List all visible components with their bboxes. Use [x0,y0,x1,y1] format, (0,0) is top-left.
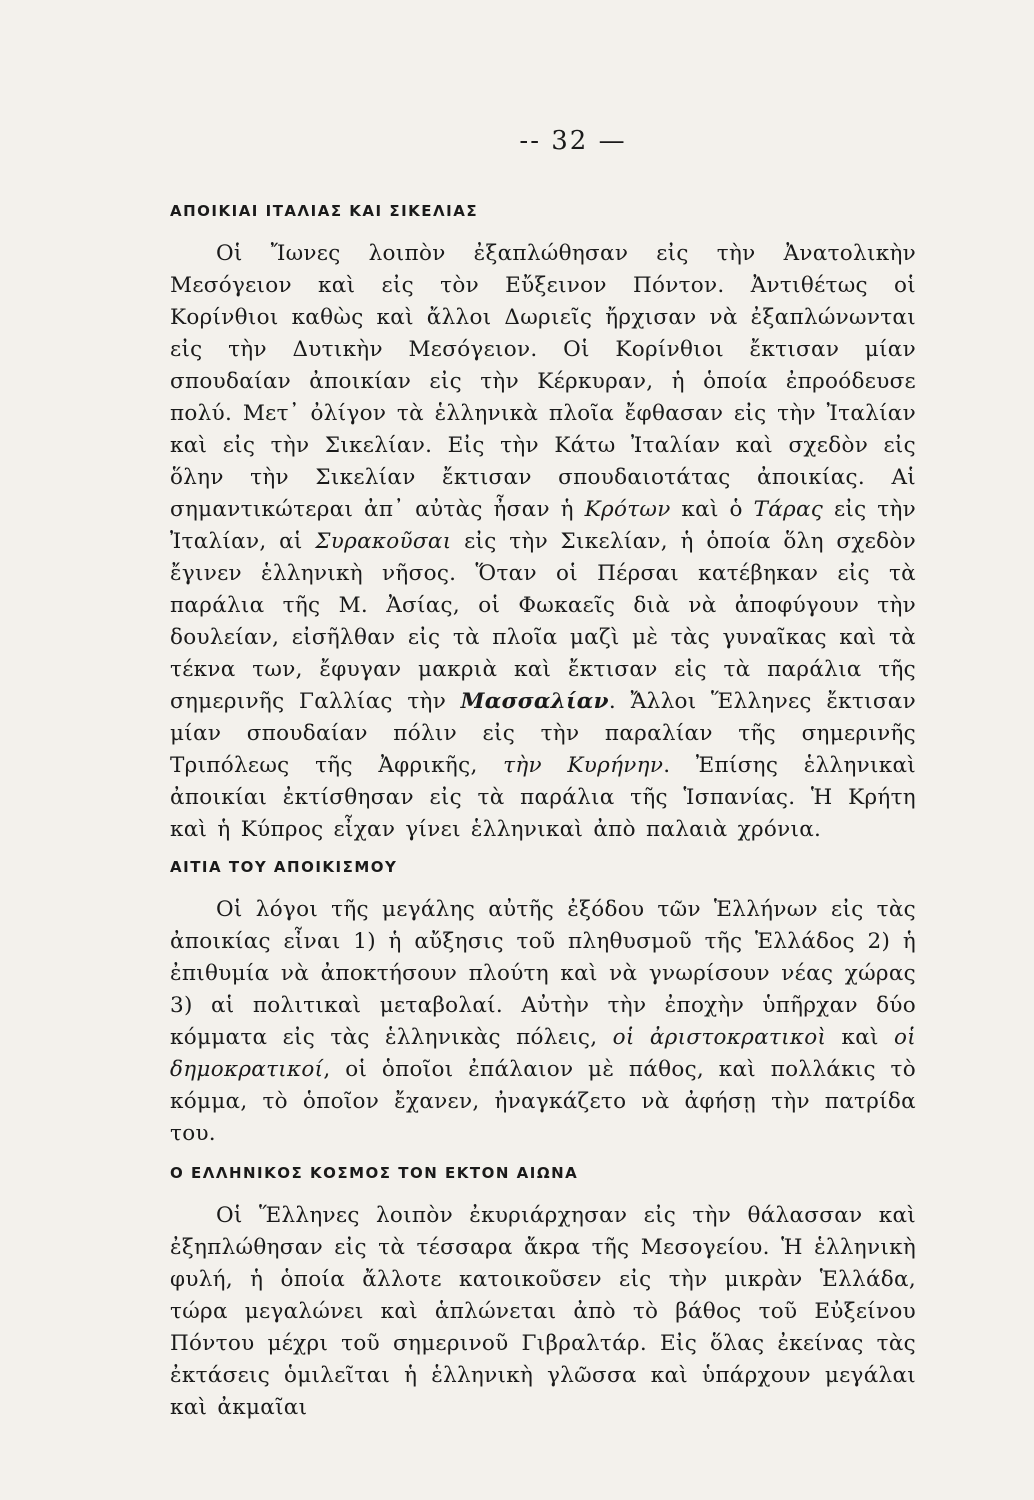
italic-term-taras: Τάρας [753,497,824,522]
italic-term-kyrene: τὴν Κυρήνην [503,753,664,778]
text-run: καὶ [826,1025,895,1050]
italic-term-kroton: Κρότων [584,497,671,522]
paragraph-colonies-italy-sicily [170,238,916,846]
text-run: Οἱ Ἴωνες λοιπὸν ἐξαπλώθησαν εἰς τὴν Ἀνατολικὴν Μεσόγειον καὶ εἰς τὸν Εὔξεινον Πόντον. Ἀντιθέτως οἱ Κορίνθιοι καθὼς καὶ ἄλλοι Δωριεῖς ἤρχισαν νὰ ἐξαπλώνωνται εἰς τὴν Δυτικὴν Μεσόγειον. Οἱ Κορίνθιοι ἔκτισαν μίαν σπουδαίαν ἀποικίαν εἰς τὴν Κέρκυραν, ἡ ὁποία ἐπροόδευσε πολύ. Μετ᾽ ὀλίγον τὰ ἑλληνικὰ πλοῖα ἔφθασαν εἰς τὴν Ἰταλίαν καὶ εἰς τὴν Σικελίαν. Εἰς τὴν Κάτω Ἰταλίαν καὶ σχεδὸν εἰς ὅλην τὴν Σικελίαν ἔκτισαν σπουδαιοτάτας ἀποικίας. Αἱ σημαντικώτεραι ἀπ᾽ αὐτὰς ἦσαν ἡ [170,241,916,522]
italic-term-syracuse: Συρακοῦσαι [315,529,452,554]
text-run: εἰς τὴν Σικελίαν, ἡ ὁποία ὅλη σχεδὸν ἔγινεν ἑλληνικὴ νῆσος. Ὅταν οἱ Πέρσαι κατέβηκαν εἰς τὰ παράλια τῆς Μ. Ἀσίας, οἱ Φωκαεῖς διὰ νὰ ἀποφύγουν τὴν δουλείαν, εἰσῆλθαν εἰς τὰ πλοῖα μαζὶ μὲ τὰς γυναῖκας καὶ τὰ τέκνα των, ἔφυγαν μακριὰ καὶ ἔκτισαν εἰς τὰ παράλια τῆς σημερινῆς Γαλλίας τὴν [170,529,917,714]
section-heading-causes-of-colonization: ΑΙΤΙΑ ΤΟΥ ΑΠΟΙΚΙΣΜΟΥ [170,858,398,876]
italic-term-democrats: οἱ δημοκρατικοί [170,1025,916,1082]
text-run: , οἱ ὁποῖοι ἐπάλαιον μὲ πάθος, καὶ πολλάκις τὸ κόμμα, τὸ ὁποῖον ἔχανεν, ἠναγκάζετο νὰ ἀφήσῃ τὴν πατρίδα του. [170,1057,916,1146]
paragraph-causes-of-colonization [170,894,916,1150]
text-run: . Ἐπίσης ἑλληνικαὶ ἀποικίαι ἐκτίσθησαν εἰς τὰ παράλια τῆς Ἱσπανίας. Ἡ Κρήτη καὶ ἡ Κύπρος εἶχαν γίνει ἑλληνικαὶ ἀπὸ παλαιὰ χρόνια. [170,753,917,842]
italic-term-aristocrats: οἱ ἀριστοκρατικοὶ [612,1025,827,1050]
section-heading-greek-world-sixth-century: Ο ΕΛΛΗΝΙΚΟΣ ΚΟΣΜΟΣ ΤΟΝ ΕΚΤΟΝ ΑΙΩΝΑ [170,1164,579,1182]
section-heading-colonies-italy-sicily: ΑΠΟΙΚΙΑΙ ΙΤΑΛΙΑΣ ΚΑΙ ΣΙΚΕΛΙΑΣ [170,202,479,220]
bold-term-massalia: Μασσαλίαν [460,689,609,714]
page-number: -- 32 — [519,126,627,156]
text-run: Οἱ Ἕλληνες λοιπὸν ἐκυριάρχησαν εἰς τὴν θάλασσαν καὶ ἐξηπλώθησαν εἰς τὰ τέσσαρα ἄκρα τῆς Μεσογείου. Ἡ ἑλληνικὴ φυλή, ἡ ὁποία ἄλλοτε κατοικοῦσεν εἰς τὴν μικρὰν Ἑλλάδα, τώρα μεγαλώνει καὶ ἁπλώνεται ἀπὸ τὸ βάθος τοῦ Εὐξείνου Πόντου μέχρι τοῦ σημερινοῦ Γιβραλτάρ. Εἰς ὅλας ἐκείνας τὰς ἐκτάσεις ὁμιλεῖται ἡ ἑλληνικὴ γλῶσσα καὶ ὑπάρχουν μεγάλαι καὶ ἀκμαῖαι [170,1203,916,1420]
text-run: καὶ ὁ [670,497,754,522]
paragraph-greek-world-sixth-century [170,1200,916,1424]
text-run: Οἱ λόγοι τῆς μεγάλης αὐτῆς ἐξόδου τῶν Ἑλλήνων εἰς τὰς ἀποικίας εἶναι 1) ἡ αὔξησις τοῦ πληθυσμοῦ τῆς Ἑλλάδος 2) ἡ ἐπιθυμία νὰ ἀποκτήσουν πλούτη καὶ νὰ γνωρίσουν νέας χώρας 3) αἱ πολιτικαὶ μεταβολαί. Αὐτὴν τὴν ἐποχὴν ὑπῆρχαν δύο κόμματα εἰς τὰς ἑλληνικὰς πόλεις, [170,897,916,1050]
text-run: . Ἄλλοι Ἕλληνες ἔκτισαν μίαν σπουδαίαν πόλιν εἰς τὴν παραλίαν τῆς σημερινῆς Τριπόλεως τῆς Ἀφρικῆς, [170,689,916,778]
text-run: εἰς τὴν Ἰταλίαν, αἱ [170,497,917,554]
